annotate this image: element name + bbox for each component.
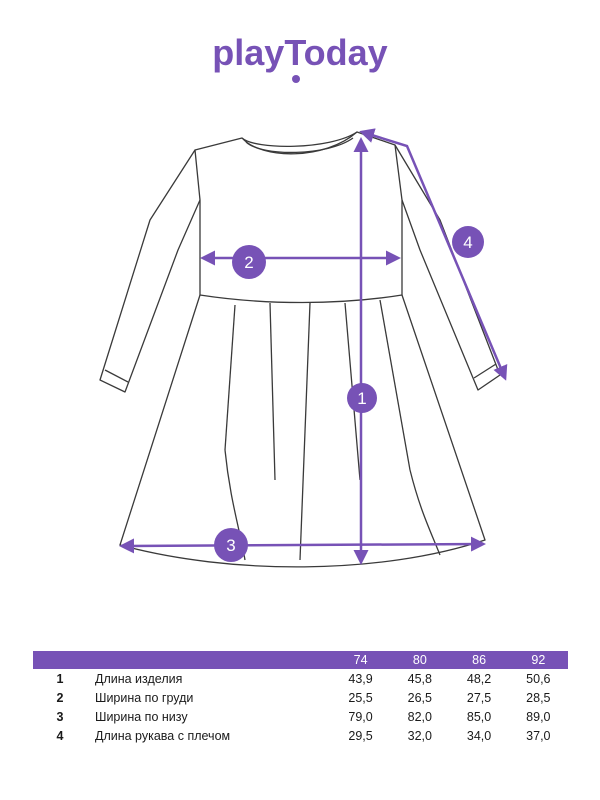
measurement-name: Ширина по груди <box>94 690 194 705</box>
table-row <box>33 688 568 707</box>
measurement-value: 82,0 <box>407 709 432 724</box>
measurement-value: 37,0 <box>526 728 551 743</box>
table-header-cell <box>33 651 87 669</box>
table-header-size: 80 <box>412 653 427 667</box>
measurement-value: 43,9 <box>348 671 373 686</box>
measurement-lines <box>122 132 505 562</box>
brand-logo-text: playToday <box>212 32 388 73</box>
table-header-row <box>33 651 568 669</box>
brand-logo <box>0 30 600 90</box>
measurement-value: 28,5 <box>526 690 551 705</box>
measure-line-4 <box>362 132 505 378</box>
skirt-fold <box>380 300 410 470</box>
table-header-size: 86 <box>472 653 487 667</box>
marker-4-label: 4 <box>463 233 473 252</box>
table-header-cell <box>87 651 331 669</box>
skirt-fold <box>300 303 310 560</box>
left-sleeve <box>100 150 200 392</box>
measurement-value: 45,8 <box>407 671 432 686</box>
skirt-fold <box>225 305 235 450</box>
right-sleeve <box>395 145 500 390</box>
right-cuff <box>474 364 496 378</box>
measurement-value: 25,5 <box>348 690 373 705</box>
size-table <box>33 651 568 745</box>
marker-1 <box>347 383 377 413</box>
row-number: 3 <box>56 709 64 724</box>
dress-bodice <box>195 132 402 303</box>
logo-dot <box>292 75 300 83</box>
measurement-value: 79,0 <box>348 709 373 724</box>
marker-3-label: 3 <box>226 536 236 555</box>
table-row <box>33 726 568 745</box>
measurement-name: Длина изделия <box>94 671 183 686</box>
measurement-value: 29,5 <box>348 728 373 743</box>
marker-1-label: 1 <box>357 389 367 408</box>
measurement-name: Ширина по низу <box>94 709 188 724</box>
measure-line-3 <box>122 544 483 546</box>
measurement-value: 32,0 <box>407 728 432 743</box>
measurement-value: 89,0 <box>526 709 551 724</box>
dress-outline <box>100 132 500 567</box>
row-number: 4 <box>56 728 64 743</box>
measurement-value: 48,2 <box>466 671 492 686</box>
marker-4 <box>452 226 484 258</box>
marker-2 <box>232 245 266 279</box>
dress-skirt <box>120 295 485 567</box>
measurement-value: 27,5 <box>466 690 492 705</box>
marker-2-label: 2 <box>244 253 254 272</box>
table-row <box>33 707 568 726</box>
measurement-name: Длина рукава с плечом <box>94 728 231 743</box>
marker-3 <box>214 528 248 562</box>
table-header-size: 92 <box>531 653 546 667</box>
table-header-size: 74 <box>353 653 368 667</box>
table-row <box>33 669 568 688</box>
measurement-value: 50,6 <box>526 671 551 686</box>
skirt-fold <box>410 470 440 555</box>
row-number: 2 <box>56 690 64 705</box>
row-number: 1 <box>56 671 64 686</box>
measurement-value: 34,0 <box>466 728 492 743</box>
measurement-value: 85,0 <box>466 709 492 724</box>
dress-diagram <box>0 100 600 620</box>
skirt-fold <box>270 303 275 480</box>
measurement-value: 26,5 <box>407 690 432 705</box>
left-cuff <box>105 370 128 382</box>
